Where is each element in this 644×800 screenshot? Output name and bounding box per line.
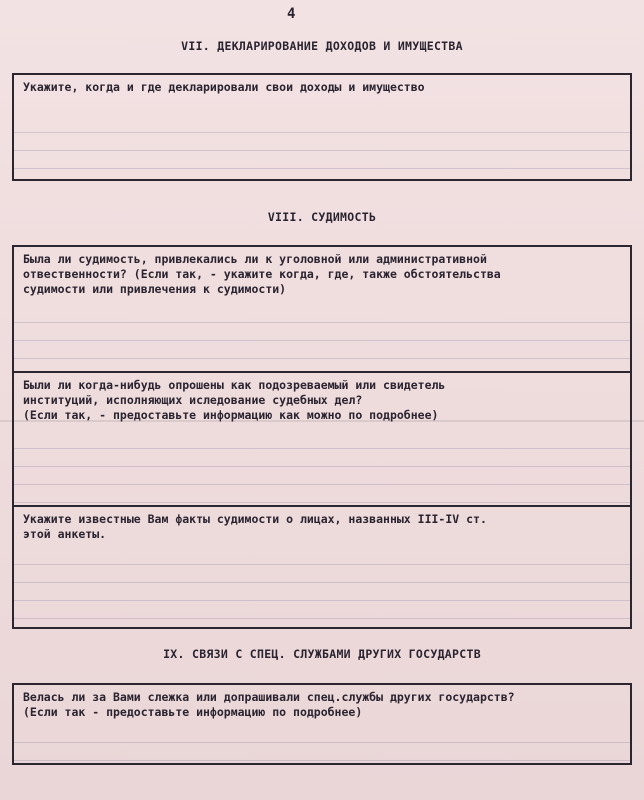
answer-lines bbox=[14, 431, 630, 505]
answer-lines bbox=[14, 725, 630, 763]
section-viii-q1: Была ли судимость, привлекались ли к уголовной или административной отвественности? (Если так, - укажите когда, где, также обстоятельства судимости или привлечения к судимости) bbox=[23, 252, 501, 296]
section-viii-q2: Были ли когда-нибудь опрошены как подозреваемый или свидетель институций, исполняющих иследование судебных дел? (Если так, - предоставьте информацию как можно по подробнее) bbox=[23, 378, 446, 422]
answer-lines bbox=[14, 305, 630, 371]
section-ix-question: Велась ли за Вами слежка или допрашивали спец.службы других государств? (Если так - предоставьте информацию по подробнее) bbox=[23, 690, 515, 719]
section-viii-heading: VIII. СУДИМОСТЬ bbox=[267, 210, 377, 224]
section-viii-q3: Укажите известные Вам факты судимости о лицах, названных III-IV ст. этой анкеты. bbox=[23, 512, 487, 541]
section-viii-q3-box[interactable] bbox=[12, 507, 632, 629]
section-vii-question: Укажите, когда и где декларировали свои доходы и имущество bbox=[23, 80, 425, 94]
page-number: 4 bbox=[287, 6, 296, 22]
section-ix-answer-box[interactable] bbox=[12, 683, 632, 765]
answer-lines bbox=[14, 115, 630, 179]
section-ix-heading: IX. СВЯЗИ С СПЕЦ. СЛУЖБАМИ ДРУГИХ ГОСУДАРСТВ bbox=[163, 647, 481, 661]
section-viii-q1-box[interactable] bbox=[12, 245, 632, 373]
section-vii-answer-box[interactable] bbox=[12, 73, 632, 181]
section-vii-heading: VII. ДЕКЛАРИРОВАНИЕ ДОХОДОВ И ИМУЩЕСТВА bbox=[181, 39, 463, 53]
section-viii-q2-box[interactable] bbox=[12, 373, 632, 507]
answer-lines bbox=[14, 547, 630, 627]
